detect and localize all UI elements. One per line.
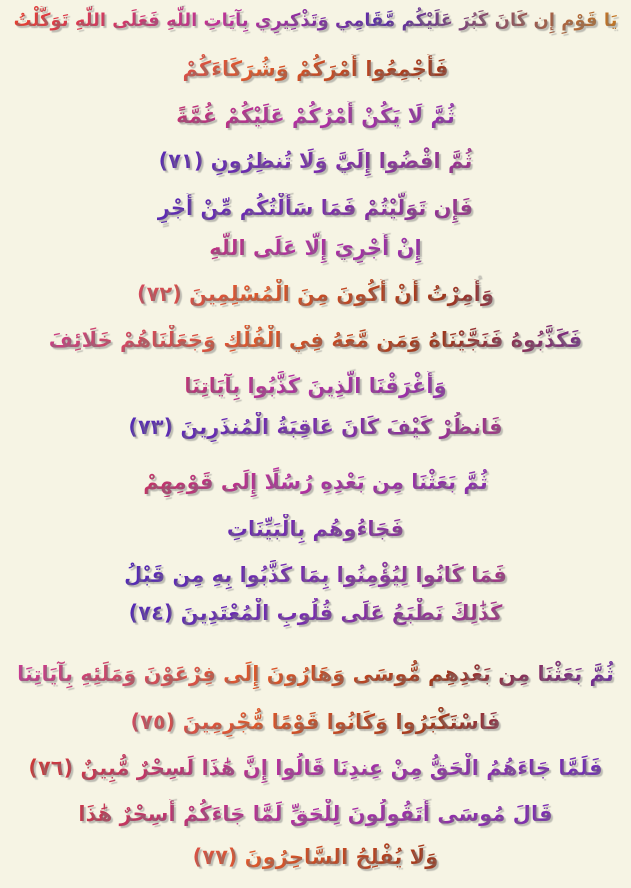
verse-line: ثُمَّ اقْضُوا إِلَيَّ وَلَا تُنظِرُونِ (٧١) xyxy=(0,146,631,176)
verse-line: فَاسْتَكْبَرُوا وَكَانُوا قَوْمًا مُّجْرِمِينَ (٧٥) xyxy=(0,707,631,737)
verse-line: وَأَغْرَقْنَا الَّذِينَ كَذَّبُوا بِآيَاتِنَا xyxy=(0,371,631,401)
verse-line: فَأَجْمِعُوا أَمْرَكُمْ وَشُرَكَاءَكُمْ xyxy=(0,54,631,84)
verse-line: فَكَذَّبُوهُ فَنَجَّيْنَاهُ وَمَن مَّعَهُ فِي الْفُلْكِ وَجَعَلْنَاهُمْ خَلَائِفَ xyxy=(0,325,631,355)
verse-line: ثُمَّ بَعَثْنَا مِن بَعْدِهِم مُّوسَى وَهَارُونَ إِلَى فِرْعَوْنَ وَمَلَئِهِ بِآيَاتِنَا xyxy=(0,659,631,689)
verse-line: إِنْ أَجْرِيَ إِلَّا عَلَى اللَّهِ xyxy=(0,233,631,263)
verse-line: ثُمَّ لَا يَكُنْ أَمْرُكُمْ عَلَيْكُمْ غُمَّةً xyxy=(0,101,631,131)
verse-line: فَإِن تَوَلَّيْتُمْ فَمَا سَأَلْتُكُم مِّنْ أَجْرٍ xyxy=(0,193,631,223)
verse-line: يَا قَوْمِ إِن كَانَ كَبُرَ عَلَيْكُم مَّقَامِي وَتَذْكِيرِي بِآيَاتِ اللَّهِ فَعَلَى اللَّهِ تَوَكَّلْتُ xyxy=(0,6,631,36)
verse-line: فَلَمَّا جَاءَهُمُ الْحَقُّ مِنْ عِندِنَا قَالُوا إِنَّ هَٰذَا لَسِحْرٌ مُّبِينٌ (٧٦) xyxy=(0,753,631,783)
verse-line: فَجَاءُوهُم بِالْبَيِّنَاتِ xyxy=(0,514,631,544)
verse-line: فَانظُرْ كَيْفَ كَانَ عَاقِبَةُ الْمُنذَرِينَ (٧٣) xyxy=(0,412,631,442)
verse-line: كَذَٰلِكَ نَطْبَعُ عَلَى قُلُوبِ الْمُعْتَدِينَ (٧٤) xyxy=(0,598,631,628)
verse-line: قَالَ مُوسَى أَتَقُولُونَ لِلْحَقِّ لَمَّا جَاءَكُمْ أَسِحْرٌ هَٰذَا xyxy=(0,799,631,829)
verse-line: فَمَا كَانُوا لِيُؤْمِنُوا بِمَا كَذَّبُوا بِهِ مِن قَبْلُ xyxy=(0,560,631,590)
verse-line: وَأُمِرْتُ أَنْ أَكُونَ مِنَ الْمُسْلِمِينَ (٧٢) xyxy=(0,279,631,309)
verse-line: ثُمَّ بَعَثْنَا مِن بَعْدِهِ رُسُلًا إِلَى قَوْمِهِمْ xyxy=(0,467,631,497)
verse-line: وَلَا يُفْلِحُ السَّاحِرُونَ (٧٧) xyxy=(0,842,631,872)
